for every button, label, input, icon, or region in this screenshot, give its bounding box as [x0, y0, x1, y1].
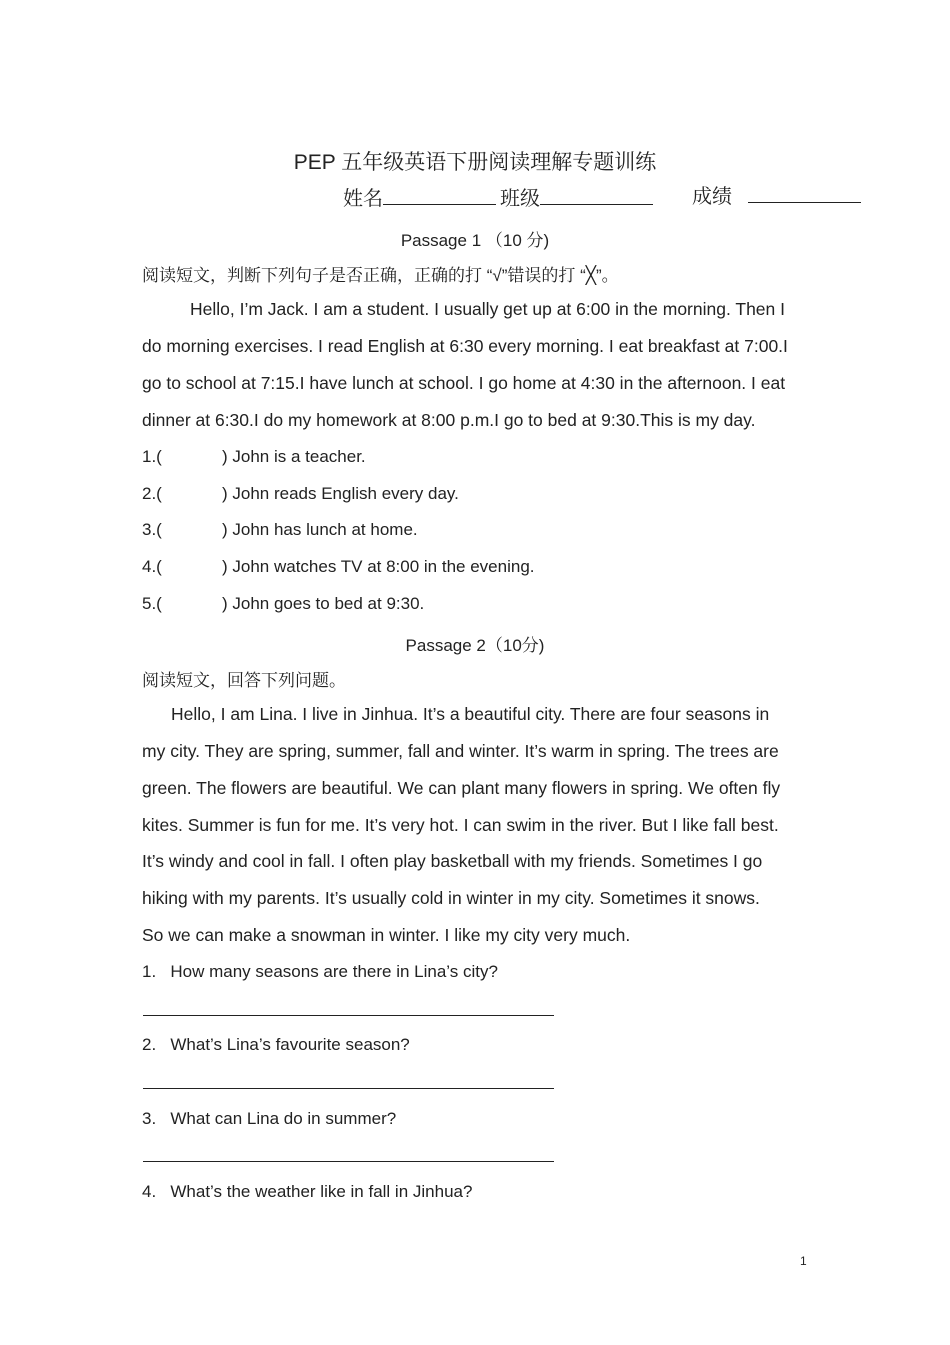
- passage1-line: Hello, I’m Jack. I am a student. I usually get up at 6:00 in the morning. Then I: [190, 299, 785, 319]
- name-blank[interactable]: [383, 182, 496, 205]
- judge-item: [142, 594, 424, 614]
- item-text: ) John goes to bed at 9:30.: [222, 594, 425, 613]
- item-number: 3.(: [142, 520, 162, 539]
- passage1-line: do morning exercises. I read English at 6:30 every morning. I eat breakfast at 7:00.I: [142, 336, 788, 356]
- passage1-instruction: 阅读短文，判断下列句子是否正确，正确的打 “√”错误的打 “╳”。: [142, 266, 619, 285]
- question-number: 2.: [142, 1035, 157, 1054]
- class-blank[interactable]: [540, 182, 653, 205]
- page-title: PEP 五年级英语下册阅读理解专题训练: [293, 151, 657, 174]
- question-text: What can Lina do in summer?: [170, 1109, 397, 1128]
- passage1-line: dinner at 6:30.I do my homework at 8:00 p.m.I go to bed at 9:30.This is my day.: [142, 410, 756, 430]
- passage2-line: my city. They are spring, summer, fall and winter. It’s warm in spring. The trees are: [142, 741, 779, 761]
- class-field: [500, 182, 653, 211]
- answer-line[interactable]: [143, 1161, 554, 1162]
- item-text: ) John has lunch at home.: [222, 520, 418, 539]
- answer-line[interactable]: [143, 1088, 554, 1089]
- judge-item: [142, 484, 459, 504]
- item-text: ) John reads English every day.: [222, 484, 459, 503]
- passage2-line: So we can make a snowman in winter. I like my city very much.: [142, 925, 631, 945]
- passage2-heading: Passage 2（10分): [405, 636, 545, 655]
- page-number: 1: [800, 1254, 807, 1268]
- item-number: 4.(: [142, 557, 162, 576]
- question-number: 4.: [142, 1182, 157, 1201]
- item-text: ) John watches TV at 8:00 in the evening.: [222, 557, 535, 576]
- passage2-line: Hello, I am Lina. I live in Jinhua. It’s a beautiful city. There are four seasons in: [171, 704, 770, 724]
- judge-item: [142, 520, 418, 540]
- question-text: How many seasons are there in Lina’s city?: [170, 962, 498, 981]
- answer-line[interactable]: [143, 1015, 554, 1016]
- item-number: 5.(: [142, 594, 162, 613]
- item-number: 2.(: [142, 484, 162, 503]
- name-label: 姓名: [343, 188, 383, 210]
- class-label: 班级: [500, 188, 540, 210]
- passage2-instruction: 阅读短文，回答下列问题。: [142, 671, 346, 690]
- passage1-line: go to school at 7:15.I have lunch at school. I go home at 4:30 in the afternoon. I eat: [142, 373, 786, 393]
- passage2-line: kites. Summer is fun for me. It’s very hot. I can swim in the river. But I like fall best.: [142, 815, 779, 835]
- question-text: What’s Lina’s favourite season?: [170, 1035, 410, 1054]
- question: [142, 1035, 410, 1055]
- item-text: ) John is a teacher.: [222, 447, 366, 466]
- question-text: What’s the weather like in fall in Jinhua?: [170, 1182, 473, 1201]
- judge-item: [142, 557, 535, 577]
- question-number: 1.: [142, 962, 157, 981]
- passage2-line: hiking with my parents. It’s usually cold in winter in my city. Sometimes it snows.: [142, 888, 760, 908]
- question: [142, 1182, 472, 1202]
- passage2-line: green. The flowers are beautiful. We can plant many flowers in spring. We often fly: [142, 778, 781, 798]
- judge-item: [142, 447, 366, 467]
- question-number: 3.: [142, 1109, 157, 1128]
- score-field: [692, 180, 861, 209]
- question: [142, 1109, 396, 1129]
- score-blank[interactable]: [748, 180, 861, 203]
- passage1-heading: Passage 1 （10 分): [400, 231, 550, 250]
- name-field: [343, 182, 496, 211]
- item-number: 1.(: [142, 447, 162, 466]
- score-label: 成绩: [692, 186, 732, 208]
- passage2-line: It’s windy and cool in fall. I often play basketball with my friends. Sometimes I go: [142, 851, 763, 871]
- question: [142, 962, 498, 982]
